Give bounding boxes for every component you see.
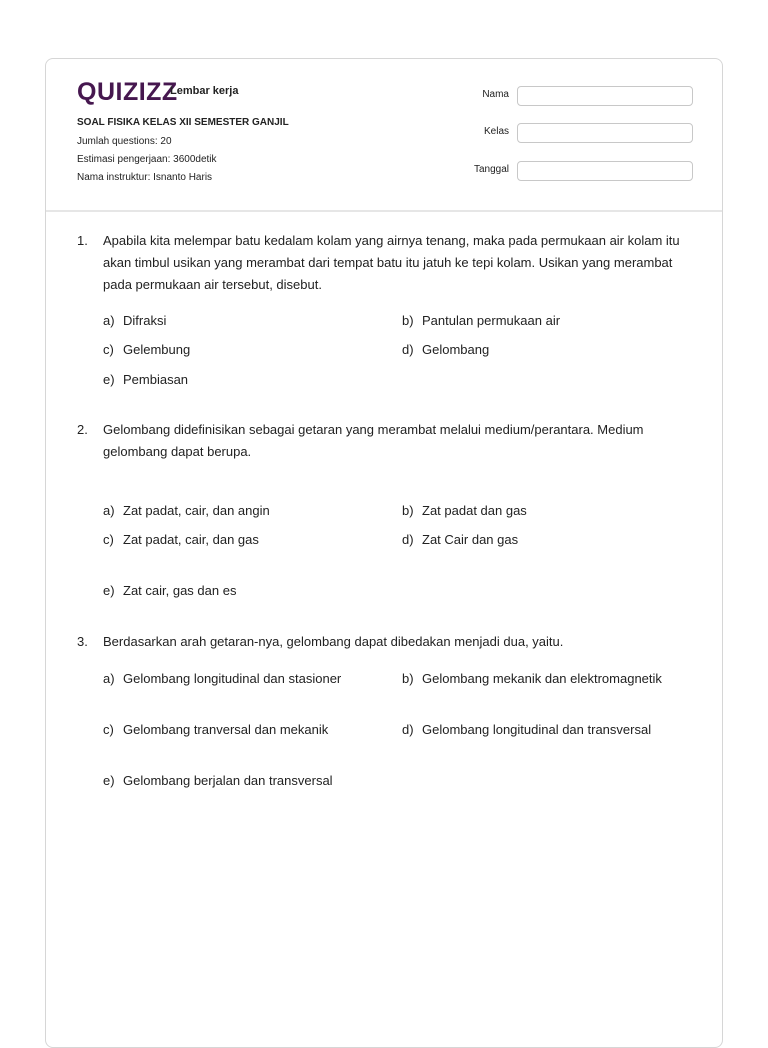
option-d bbox=[402, 721, 651, 739]
option-text: Zat padat dan gas bbox=[422, 503, 527, 518]
option-letter: b) bbox=[402, 671, 414, 686]
option-text: Difraksi bbox=[123, 313, 167, 328]
option-letter: a) bbox=[103, 503, 115, 518]
option-letter: d) bbox=[402, 722, 414, 737]
option-letter: b) bbox=[402, 313, 414, 328]
option-e bbox=[103, 582, 236, 600]
option-text: Gelombang bbox=[422, 342, 490, 357]
option-b bbox=[402, 670, 662, 688]
option-text: Gelombang longitudinal dan stasioner bbox=[123, 671, 342, 686]
option-c bbox=[103, 721, 328, 739]
quiz-title: SOAL FISIKA KELAS XII SEMESTER GANJIL bbox=[77, 117, 289, 128]
option-b bbox=[402, 502, 527, 520]
worksheet-page bbox=[45, 58, 723, 1048]
option-letter: d) bbox=[402, 532, 414, 547]
worksheet-label: Lembar kerja bbox=[170, 85, 239, 97]
option-letter: c) bbox=[103, 722, 114, 737]
question-text: Gelombang didefinisikan sebagai getaran yang merambat melalui medium/perantara. Medium gelombang dapat berupa. bbox=[103, 422, 644, 459]
option-text: Pembiasan bbox=[123, 372, 189, 387]
question-number: 3. bbox=[77, 634, 88, 649]
option-letter: c) bbox=[103, 342, 114, 357]
option-text: Gelombang tranversal dan mekanik bbox=[123, 722, 329, 737]
option-c bbox=[103, 531, 259, 549]
option-letter: b) bbox=[402, 503, 414, 518]
quizizz-logo: QUIZIZZ bbox=[77, 78, 178, 106]
option-text: Zat padat, cair, dan gas bbox=[123, 532, 259, 547]
option-a bbox=[103, 502, 270, 520]
date-field[interactable] bbox=[517, 161, 693, 181]
option-letter: c) bbox=[103, 532, 114, 547]
option-letter: d) bbox=[402, 342, 414, 357]
name-label: Nama bbox=[482, 89, 509, 100]
option-e bbox=[103, 371, 188, 389]
option-a bbox=[103, 670, 341, 688]
option-text: Zat Cair dan gas bbox=[422, 532, 519, 547]
option-d bbox=[402, 341, 489, 359]
option-text: Gelombang longitudinal dan transversal bbox=[422, 722, 652, 737]
option-text: Zat padat, cair, dan angin bbox=[123, 503, 270, 518]
option-letter: a) bbox=[103, 313, 115, 328]
option-letter: e) bbox=[103, 773, 115, 788]
option-text: Gelombang mekanik dan elektromagnetik bbox=[422, 671, 662, 686]
class-label: Kelas bbox=[483, 126, 509, 137]
class-field[interactable] bbox=[517, 123, 693, 143]
worksheet-header bbox=[46, 59, 722, 212]
option-text: Gelombang berjalan dan transversal bbox=[123, 773, 333, 788]
question-count: Jumlah questions: 20 bbox=[77, 136, 172, 147]
question-text: Berdasarkan arah getaran-nya, gelombang dapat dibedakan menjadi dua, yaitu. bbox=[103, 634, 564, 649]
option-letter: e) bbox=[103, 583, 115, 598]
question-number: 1. bbox=[77, 233, 88, 248]
option-letter: e) bbox=[103, 372, 115, 387]
option-a bbox=[103, 312, 166, 330]
option-c bbox=[103, 341, 190, 359]
option-b bbox=[402, 312, 560, 330]
question-number: 2. bbox=[77, 422, 88, 437]
option-d bbox=[402, 531, 518, 549]
option-text: Zat cair, gas dan es bbox=[123, 583, 237, 598]
option-text: Pantulan permukaan air bbox=[422, 313, 561, 328]
option-e bbox=[103, 772, 333, 790]
option-letter: a) bbox=[103, 671, 115, 686]
question-text: Apabila kita melempar batu kedalam kolam yang airnya tenang, maka pada permukaan air kolam itu akan timbul usikan yang merambat dari tempat batu itu jatuh ke tepi kolam. Usikan yang merambat pada permukaan air tersebut, disebut. bbox=[103, 233, 680, 292]
option-text: Gelembung bbox=[123, 342, 191, 357]
instructor-name: Nama instruktur: Isnanto Haris bbox=[77, 172, 213, 183]
estimated-duration: Estimasi pengerjaan: 3600detik bbox=[77, 154, 217, 165]
date-label: Tanggal bbox=[473, 164, 509, 175]
name-field[interactable] bbox=[517, 86, 693, 106]
